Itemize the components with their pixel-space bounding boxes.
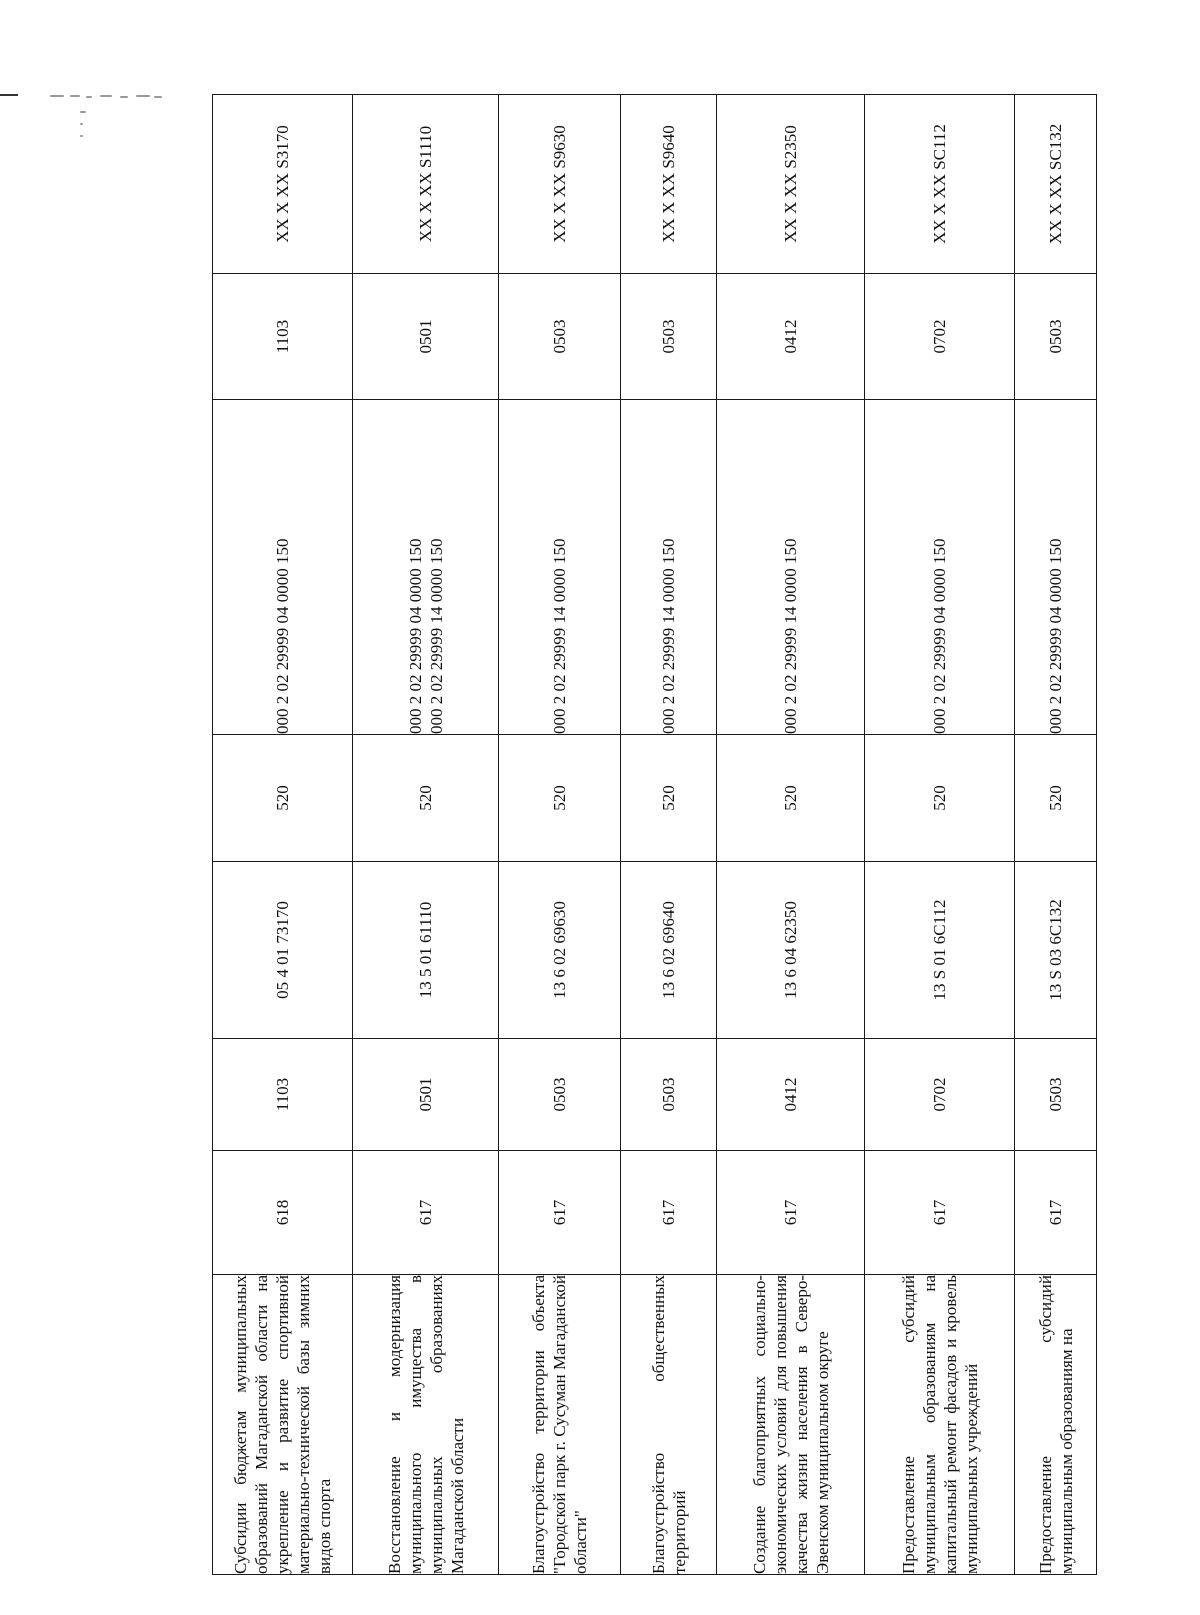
csr-code: 13 6 04 62350 <box>717 862 865 1039</box>
kbk-line: 000 2 02 29999 04 0000 150 <box>405 538 425 734</box>
row-name: Предоставление субсидий муниципальным образованиям на <box>1015 1275 1097 1575</box>
razdel-code-2: 0503 <box>499 274 621 400</box>
target-code: XX X XX S9630 <box>499 95 621 274</box>
razdel-code-2: 0702 <box>865 274 1015 400</box>
csr-code: 13 6 02 69640 <box>621 862 717 1039</box>
row-name: Благоустройство общественных территорий <box>621 1275 717 1575</box>
csr-code: 13 6 02 69630 <box>499 862 621 1039</box>
table-row <box>621 95 717 1575</box>
table-row <box>353 95 499 1575</box>
kbk-code <box>621 400 717 735</box>
csr-code: 13 S 03 6C132 <box>1015 862 1097 1039</box>
table-row <box>865 95 1015 1575</box>
csr-code: 13 5 01 61110 <box>353 862 499 1039</box>
scan-noise-marks <box>50 95 170 155</box>
subsidy-table <box>212 94 1097 1575</box>
csr-code: 05 4 01 73170 <box>213 862 353 1039</box>
row-name: Субсидии бюджетам муниципальных образований Магаданской области на укрепление и развитие спортивной материально-технической базы зимних видов спорта <box>213 1275 353 1575</box>
table-row <box>213 95 353 1575</box>
kbk-code <box>213 400 353 735</box>
row-name: Благоустройство территории объекта "Городской парк г. Сусуман Магаданской области" <box>499 1275 621 1575</box>
vr-code: 520 <box>865 735 1015 862</box>
razdel-code-2: 0412 <box>717 274 865 400</box>
grbs-code: 617 <box>353 1151 499 1275</box>
target-code: XX X XX S9640 <box>621 95 717 274</box>
target-code: XX X XX S2350 <box>717 95 865 274</box>
razdel-code: 0503 <box>499 1039 621 1151</box>
kbk-line: 000 2 02 29999 14 0000 150 <box>781 538 800 734</box>
kbk-line: 000 2 02 29999 14 0000 150 <box>659 538 678 734</box>
razdel-code-2: 0503 <box>621 274 717 400</box>
target-code: XX X XX SC112 <box>865 95 1015 274</box>
kbk-code <box>865 400 1015 735</box>
kbk-line: 000 2 02 29999 14 0000 150 <box>550 538 569 734</box>
kbk-line: 000 2 02 29999 04 0000 150 <box>1046 538 1065 734</box>
vr-code: 520 <box>213 735 353 862</box>
razdel-code: 1103 <box>213 1039 353 1151</box>
row-name: Восстановление и модернизация муниципального имущества в муниципальных образованиях Магаданской области <box>353 1275 499 1575</box>
razdel-code: 0503 <box>1015 1039 1097 1151</box>
target-code: XX X XX S3170 <box>213 95 353 274</box>
table-row <box>499 95 621 1575</box>
table-row <box>1015 95 1097 1575</box>
razdel-code: 0501 <box>353 1039 499 1151</box>
grbs-code: 617 <box>621 1151 717 1275</box>
kbk-line: 000 2 02 29999 14 0000 150 <box>426 538 446 734</box>
vr-code: 520 <box>353 735 499 862</box>
vr-code: 520 <box>499 735 621 862</box>
vr-code: 520 <box>717 735 865 862</box>
rotated-table-wrapper <box>212 95 1096 1575</box>
kbk-line: 000 2 02 29999 04 0000 150 <box>930 538 949 734</box>
csr-code: 13 S 01 6C112 <box>865 862 1015 1039</box>
vr-code: 520 <box>621 735 717 862</box>
razdel-code: 0503 <box>621 1039 717 1151</box>
grbs-code: 617 <box>499 1151 621 1275</box>
razdel-code-2: 1103 <box>213 274 353 400</box>
kbk-code <box>717 400 865 735</box>
razdel-code: 0702 <box>865 1039 1015 1151</box>
row-name: Предоставление субсидий муниципальным образованиям на капитальный ремонт фасадов и кровель муниципальных учреждений <box>865 1275 1015 1575</box>
vr-code: 520 <box>1015 735 1097 862</box>
table-row <box>717 95 865 1575</box>
row-name: Создание благоприятных социально-экономических условий для повышения качества жизни населения в Северо-Эвенском муниципальном округе <box>717 1275 865 1575</box>
table-body <box>213 95 1097 1575</box>
grbs-code: 617 <box>1015 1151 1097 1275</box>
razdel-code-2: 0501 <box>353 274 499 400</box>
kbk-code <box>499 400 621 735</box>
kbk-code <box>1015 400 1097 735</box>
grbs-code: 617 <box>865 1151 1015 1275</box>
kbk-code <box>353 400 499 735</box>
kbk-line: 000 2 02 29999 04 0000 150 <box>273 538 292 734</box>
grbs-code: 617 <box>717 1151 865 1275</box>
scan-edge-mark <box>0 94 18 96</box>
razdel-code: 0412 <box>717 1039 865 1151</box>
grbs-code: 618 <box>213 1151 353 1275</box>
target-code: XX X XX SC132 <box>1015 95 1097 274</box>
razdel-code-2: 0503 <box>1015 274 1097 400</box>
target-code: XX X XX S1110 <box>353 95 499 274</box>
